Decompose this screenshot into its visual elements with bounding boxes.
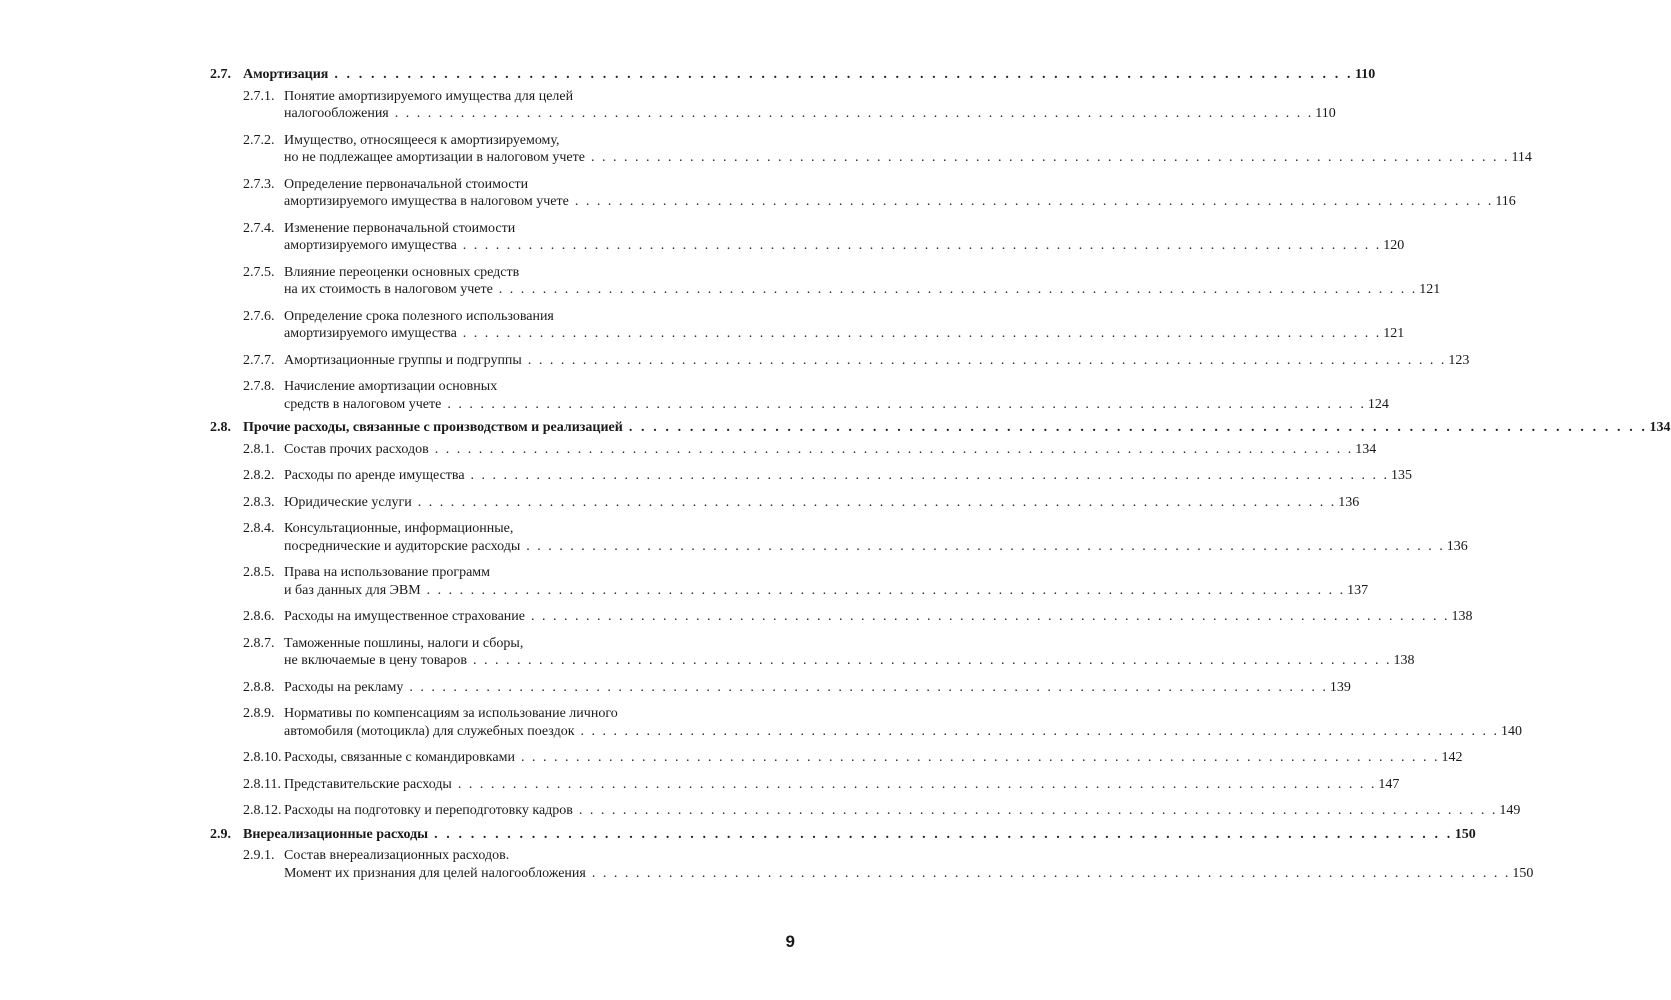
toc-entry-title-line: и баз данных для ЭВМ (284, 582, 421, 598)
toc-entry-number: 2.7.5. (243, 264, 275, 280)
toc-entry (210, 220, 1405, 255)
toc-entry-page: 149 (1499, 803, 1521, 818)
toc-entry-body (243, 419, 1671, 437)
dot-leader: . . . . . . . . . . . . . . . . . . . . . . . . . . . . . . . . . . . . . . . . . . . . . . . . . . . . . . . . . . . . . . . . . . . . . . . . . . . . . . . . . . . . (394, 106, 1314, 121)
dot-leader: . . . . . . . . . . . . . . . . . . . . . . . . . . . . . . . . . . . . . . . . . . . . . . . . . . . . . . . . . . . . . . . . . . . . . . . . . . . . . . . . . . . . (426, 582, 1346, 598)
toc-entry-title-line: Расходы по аренде имущества (284, 468, 465, 483)
toc-entry (210, 520, 1468, 555)
toc-entry-body (284, 467, 1413, 485)
toc-entry-title-line: Консультационные, информационные, (284, 521, 514, 536)
toc-entry-last-line (284, 679, 1351, 697)
toc-entry-title-line: Расходы, связанные с командировками (284, 750, 515, 765)
toc-entry-page: 114 (1511, 150, 1532, 165)
dot-leader: . . . . . . . . . . . . . . . . . . . . . . . . . . . . . . . . . . . . . . . . . . . . . . . . . . . . . . . . . . . . . . . . . . . . . . . . . . . . . . . . . . . . (434, 441, 1354, 457)
dot-leader: . . . . . . . . . . . . . . . . . . . . . . . . . . . . . . . . . . . . . . . . . . . . . . . . . . . . . . . . . . . . . . . . . . . . . . . . . . . . . . . . . . . . (591, 865, 1511, 881)
toc-entry-title-line: Определение срока полезного использования (284, 308, 554, 324)
toc-entry-last-line (284, 582, 1369, 600)
toc-entry-body (243, 826, 1476, 844)
toc-entry-page: 110 (1315, 106, 1336, 121)
toc-entry-last-line (284, 281, 1441, 299)
toc-entry-body (284, 494, 1360, 512)
toc-entry-last-line (243, 66, 1376, 84)
toc-entry-page: 121 (1383, 326, 1405, 341)
dot-leader: . . . . . . . . . . . . . . . . . . . . . . . . . . . . . . . . . . . . . . . . . . . . . . . . . . . . . . . . . . . . . . . . . . . . . . . . . . . . . . . . . . . . (334, 67, 1354, 82)
dot-leader: . . . . . . . . . . . . . . . . . . . . . . . . . . . . . . . . . . . . . . . . . . . . . . . . . . . . . . . . . . . . . . . . . . . . . . . . . . . . . . . . . . . . (409, 679, 1328, 695)
toc-entry-number: 2.8.12. (243, 803, 282, 818)
toc-entry-title-line: не включаемые в цену товаров (284, 653, 467, 668)
toc-entry-page: 134 (1649, 420, 1671, 435)
toc-entry (210, 494, 1360, 512)
dot-leader: . . . . . . . . . . . . . . . . . . . . . . . . . . . . . . . . . . . . . . . . . . . . . . . . . . . . . . . . . . . . . . . . . . . . . . . . . . . . . . . . . . . . (526, 538, 1445, 554)
toc-entry (210, 441, 1377, 459)
toc-entry-page: 116 (1495, 194, 1516, 209)
toc-entry-number: 2.7.2. (243, 132, 275, 148)
toc-entry-last-line (284, 149, 1532, 167)
toc-entry-last-line (284, 865, 1534, 883)
toc-entry-page: 140 (1501, 723, 1522, 739)
toc-entry-last-line (284, 723, 1522, 741)
toc-entry-number: 2.7.8. (243, 379, 275, 394)
toc-entry-title-line: Представительские расходы (284, 776, 452, 792)
toc-entry-page: 138 (1451, 609, 1473, 624)
toc-entry-body (284, 132, 1532, 167)
toc-entry (210, 608, 1473, 626)
page-number: 9 (785, 932, 795, 951)
toc-entry-page: 137 (1347, 582, 1369, 598)
toc-entry-number: 2.9. (210, 826, 231, 842)
toc-entry-number: 2.8.5. (243, 565, 275, 580)
toc-entry-title-line: автомобиля (мотоцикла) для служебных поездок (284, 723, 575, 739)
toc-entry-last-line (284, 749, 1463, 767)
toc-entry-title-line: Таможенные пошлины, налоги и сборы, (284, 635, 524, 651)
toc-entry-body (284, 308, 1405, 343)
dot-leader: . . . . . . . . . . . . . . . . . . . . . . . . . . . . . . . . . . . . . . . . . . . . . . . . . . . . . . . . . . . . . . . . . . . . . . . . . . . . . . . . . . . . (470, 468, 1390, 483)
toc-entry-last-line (284, 352, 1470, 370)
toc-entry (210, 679, 1351, 697)
toc-entry-number: 2.9.1. (243, 848, 275, 863)
toc-entry (210, 635, 1415, 670)
toc-entry-body (284, 88, 1336, 123)
toc-entry-number: 2.8.9. (243, 706, 275, 721)
toc-entry-last-line (284, 608, 1473, 626)
toc-entry-number: 2.8.7. (243, 635, 275, 651)
toc-entry-number: 2.8.3. (243, 494, 275, 510)
toc-entry-number: 2.8.8. (243, 679, 275, 695)
toc-entry-title-line: Изменение первоначальной стоимости (284, 220, 516, 236)
toc-entry-body (284, 520, 1468, 555)
dot-leader: . . . . . . . . . . . . . . . . . . . . . . . . . . . . . . . . . . . . . . . . . . . . . . . . . . . . . . . . . . . . . . . . . . . . . . . . . . . . . . . . . . . . (447, 396, 1366, 412)
toc-entry (210, 176, 1516, 211)
toc-entry-number: 2.8.2. (243, 468, 275, 483)
toc-entry (210, 705, 1522, 740)
toc-entry-number: 2.7.3. (243, 176, 275, 192)
toc-entry (210, 467, 1413, 485)
dot-leader: . . . . . . . . . . . . . . . . . . . . . . . . . . . . . . . . . . . . . . . . . . . . . . . . . . . . . . . . . . . . . . . . . . . . . . . . . . . . . . . . . . . . (527, 352, 1447, 368)
toc-entry-title-line: Нормативы по компенсациям за использование личного (284, 706, 618, 721)
toc-entry-title-line: Понятие амортизируемого имущества для целей (284, 88, 574, 104)
toc-entry-page: 124 (1367, 396, 1389, 412)
toc-entry-body (284, 264, 1441, 299)
dot-leader: . . . . . . . . . . . . . . . . . . . . . . . . . . . . . . . . . . . . . . . . . . . . . . . . . . . . . . . . . . . . . . . . . . . . . . . . . . . . . . . . . . . . (457, 776, 1377, 792)
toc-entry-page: 121 (1419, 282, 1441, 297)
toc-entry (210, 826, 1476, 844)
toc-entry-page: 150 (1454, 826, 1476, 842)
toc-entry-title-line: налогообложения (284, 106, 389, 121)
toc-entry-number: 2.8.11. (243, 776, 281, 792)
toc-entry-body (284, 608, 1473, 626)
toc-entry-number: 2.8.4. (243, 521, 275, 536)
toc-entry-title-line: Влияние переоценки основных средств (284, 264, 520, 280)
toc-entry-title-line: Амортизационные группы и подгруппы (284, 352, 522, 368)
toc-entry-last-line (284, 652, 1415, 670)
toc-entry-number: 2.7. (210, 67, 231, 82)
dot-leader: . . . . . . . . . . . . . . . . . . . . . . . . . . . . . . . . . . . . . . . . . . . . . . . . . . . . . . . . . . . . . . . . . . . . . . . . . . . . . . . . . . . . (462, 326, 1382, 341)
dot-leader: . . . . . . . . . . . . . . . . . . . . . . . . . . . . . . . . . . . . . . . . . . . . . . . . . . . . . . . . . . . . . . . . . . . . . . . . . . . . . . . . . . . . (472, 653, 1392, 668)
toc-entry-title-line: Расходы на имущественное страхование (284, 609, 525, 624)
toc-entry-page: 139 (1329, 679, 1351, 695)
toc-entry-last-line (284, 396, 1389, 414)
dot-leader: . . . . . . . . . . . . . . . . . . . . . . . . . . . . . . . . . . . . . . . . . . . . . . . . . . . . . . . . . . . . . . . . . . . . . . . . . . . . . . . . . . . . (531, 609, 1450, 624)
dot-leader: . . . . . . . . . . . . . . . . . . . . . . . . . . . . . . . . . . . . . . . . . . . . . . . . . . . . . . . . . . . . . . . . . . . . . . . . . . . . . . . . . . . . (574, 194, 1494, 209)
dot-leader: . . . . . . . . . . . . . . . . . . . . . . . . . . . . . . . . . . . . . . . . . . . . . . . . . . . . . . . . . . . . . . . . . . . . . . . . . . . . . . . . . . . . (590, 150, 1510, 165)
toc-entry-number: 2.7.1. (243, 88, 275, 104)
toc-entry-title-line: Начисление амортизации основных (284, 379, 498, 394)
toc-entry-last-line (284, 776, 1400, 794)
dot-leader: . . . . . . . . . . . . . . . . . . . . . . . . . . . . . . . . . . . . . . . . . . . . . . . . . . . . . . . . . . . . . . . . . . . . . . . . . . . . . . . . . . . . (578, 803, 1498, 818)
toc-entry-number: 2.8.6. (243, 609, 275, 624)
toc-entry (210, 308, 1405, 343)
toc-entry-page: 136 (1338, 494, 1360, 510)
toc-entry-page: 138 (1393, 653, 1415, 668)
toc-entry-title-line: Момент их признания для целей налогообложения (284, 865, 586, 881)
toc-entry-body (284, 220, 1405, 255)
dot-leader: . . . . . . . . . . . . . . . . . . . . . . . . . . . . . . . . . . . . . . . . . . . . . . . . . . . . . . . . . . . . . . . . . . . . . . . . . . . . . . . . . . . . (417, 494, 1337, 510)
toc-entry-last-line (284, 105, 1336, 123)
toc-entry-last-line (284, 538, 1468, 556)
toc-entry-page: 123 (1448, 352, 1470, 368)
toc-entry-page: 147 (1378, 776, 1400, 792)
toc-entry-body (284, 378, 1389, 413)
toc-entry-body (284, 564, 1369, 599)
toc-entry-title-line: Прочие расходы, связанные с производством и реализацией (243, 420, 623, 435)
toc-entry-last-line (284, 467, 1413, 485)
toc-entry-number: 2.8. (210, 420, 231, 435)
toc-entry (210, 66, 1376, 84)
toc-entry-title-line: средств в налоговом учете (284, 396, 442, 412)
toc-entry (210, 847, 1534, 882)
toc-entry-last-line (284, 441, 1377, 459)
toc-entry-title-line: амортизируемого имущества (284, 326, 457, 341)
toc-entry-title-line: амортизируемого имущества в налоговом учете (284, 194, 569, 209)
toc-entry-number: 2.7.7. (243, 352, 275, 368)
toc-entry-last-line (243, 826, 1476, 844)
toc-entry-title-line: амортизируемого имущества (284, 238, 457, 253)
toc-entry-page: 120 (1383, 238, 1405, 253)
toc-entry-title-line: Имущество, относящееся к амортизируемому, (284, 132, 560, 148)
toc-entry-body (284, 749, 1463, 767)
toc-entry-title-line: Права на использование программ (284, 565, 491, 580)
toc-entry-body (284, 441, 1377, 459)
dot-leader: . . . . . . . . . . . . . . . . . . . . . . . . . . . . . . . . . . . . . . . . . . . . . . . . . . . . . . . . . . . . . . . . . . . . . . . . . . . . . . . . . . . . (498, 282, 1418, 297)
toc-entry (210, 776, 1400, 794)
toc-entry-title-line: на их стоимость в налоговом учете (284, 282, 493, 297)
table-of-contents (210, 66, 1671, 882)
toc-entry-title-line: Расходы на подготовку и переподготовку кадров (284, 803, 573, 818)
toc-entry-page: 135 (1391, 468, 1413, 483)
toc-entry (210, 132, 1532, 167)
toc-entry-title-line: Расходы на рекламу (284, 679, 404, 695)
toc-entry-last-line (284, 193, 1516, 211)
toc-entry-last-line (284, 325, 1405, 343)
toc-entry-body (284, 679, 1351, 697)
toc-entry (210, 378, 1389, 413)
toc-entry-page: 134 (1355, 441, 1377, 457)
toc-entry-page: 136 (1446, 538, 1468, 554)
toc-entry-body (284, 176, 1516, 211)
toc-entry (210, 419, 1671, 437)
toc-entry-page: 150 (1512, 865, 1534, 881)
toc-entry-body (284, 352, 1470, 370)
toc-entry-page: 142 (1441, 750, 1463, 765)
toc-entry (210, 264, 1441, 299)
dot-leader: . . . . . . . . . . . . . . . . . . . . . . . . . . . . . . . . . . . . . . . . . . . . . . . . . . . . . . . . . . . . . . . . . . . . . . . . . . . . . . . . . . . . (628, 420, 1648, 435)
toc-entry (210, 352, 1470, 370)
toc-entry (210, 564, 1369, 599)
toc-entry-number: 2.7.6. (243, 308, 275, 324)
toc-entry-last-line (284, 802, 1521, 820)
toc-entry-number: 2.8.10. (243, 750, 282, 765)
toc-entry-body (284, 705, 1522, 740)
toc-entry (210, 802, 1521, 820)
toc-entry-last-line (243, 419, 1671, 437)
toc-entry-title-line: Амортизация (243, 67, 329, 82)
toc-entry-page: 110 (1355, 67, 1376, 82)
toc-entry-title-line: Состав прочих расходов (284, 441, 429, 457)
toc-entry-body (284, 802, 1521, 820)
toc-entry (210, 88, 1336, 123)
toc-entry-body (284, 635, 1415, 670)
toc-entry-body (284, 776, 1400, 794)
dot-leader: . . . . . . . . . . . . . . . . . . . . . . . . . . . . . . . . . . . . . . . . . . . . . . . . . . . . . . . . . . . . . . . . . . . . . . . . . . . . . . . . . . . . (520, 750, 1440, 765)
dot-leader: . . . . . . . . . . . . . . . . . . . . . . . . . . . . . . . . . . . . . . . . . . . . . . . . . . . . . . . . . . . . . . . . . . . . . . . . . . . . . . . . . . . . (462, 238, 1382, 253)
toc-entry (210, 749, 1463, 767)
dot-leader: . . . . . . . . . . . . . . . . . . . . . . . . . . . . . . . . . . . . . . . . . . . . . . . . . . . . . . . . . . . . . . . . . . . . . . . . . . . . . . . . . . . . (580, 723, 1499, 739)
toc-entry-last-line (284, 494, 1360, 512)
toc-entry-number: 2.7.4. (243, 220, 275, 236)
dot-leader: . . . . . . . . . . . . . . . . . . . . . . . . . . . . . . . . . . . . . . . . . . . . . . . . . . . . . . . . . . . . . . . . . . . . . . . . . . . . . . . . . . . . (434, 826, 1453, 842)
toc-entry-title-line: Определение первоначальной стоимости (284, 176, 529, 192)
toc-entry-title-line: Юридические услуги (284, 494, 412, 510)
toc-entry-title-line: Внереализационные расходы (243, 826, 429, 842)
toc-entry-body (243, 66, 1376, 84)
toc-entry-last-line (284, 237, 1405, 255)
toc-entry-number: 2.8.1. (243, 441, 275, 457)
toc-entry-title-line: но не подлежащее амортизации в налоговом учете (284, 150, 585, 165)
toc-entry-title-line: Состав внереализационных расходов. (284, 848, 510, 863)
toc-entry-body (284, 847, 1534, 882)
toc-entry-title-line: посреднические и аудиторские расходы (284, 538, 521, 554)
